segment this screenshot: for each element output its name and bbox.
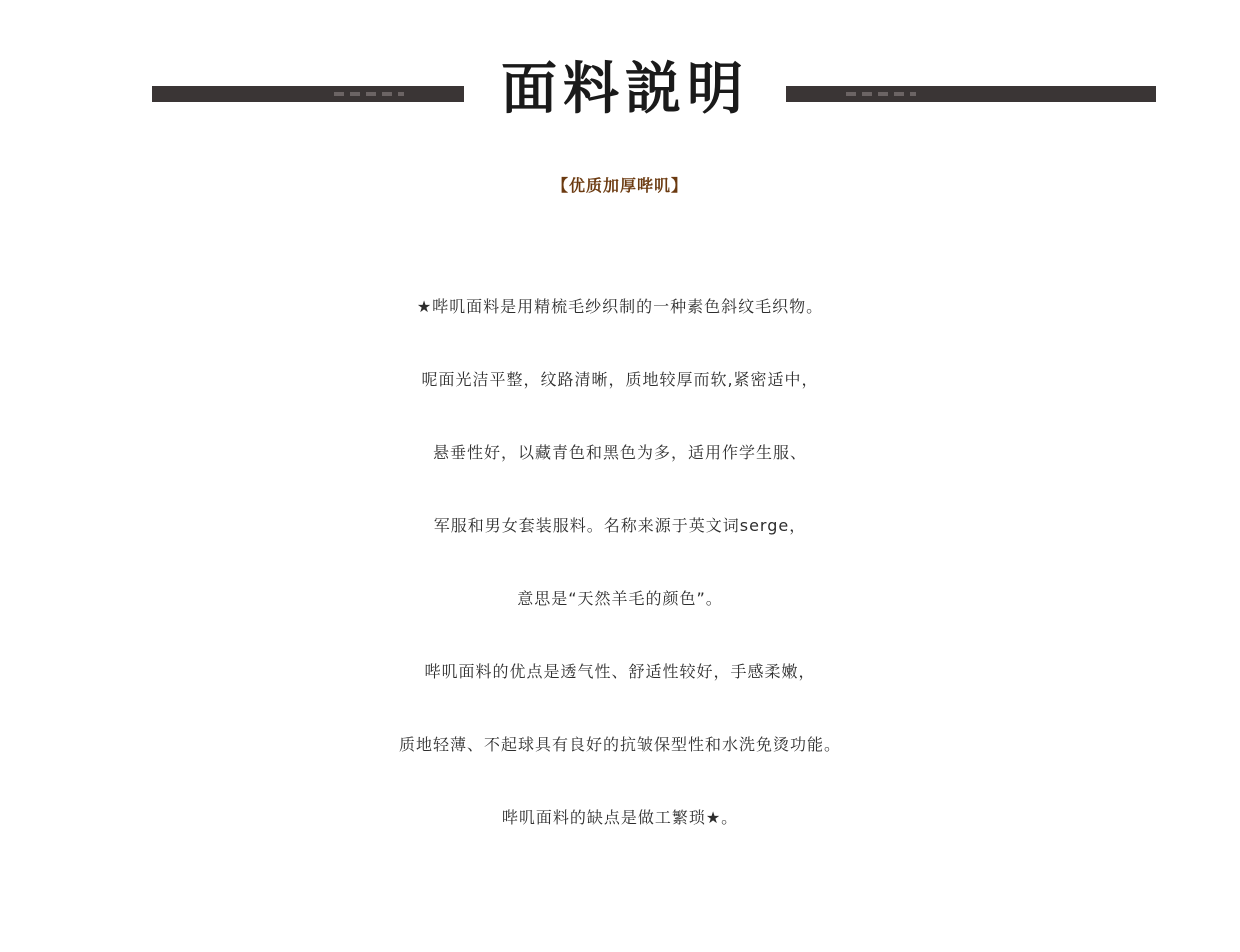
description-line-2: 呢面光洁平整，纹路清晰，质地较厚而软,紧密适中， (421, 370, 819, 389)
left-divider (152, 86, 464, 102)
description-block (0, 270, 1240, 854)
page-title: 面料説明 (501, 57, 749, 122)
section-header (0, 52, 1240, 132)
description-line-7: 质地轻薄、不起球具有良好的抗皱保型性和水洗免烫功能。 (398, 735, 841, 754)
page-subtitle: 【优质加厚哔叽】 (551, 176, 688, 195)
description-line-8: 哔叽面料的缺点是做工繁琐★。 (501, 808, 739, 827)
description-line-1: ★哔叽面料是用精梳毛纱织制的一种素色斜纹毛织物。 (416, 297, 824, 316)
description-line-6: 哔叽面料的优点是透气性、舒适性较好，手感柔嫩， (424, 662, 816, 681)
description-line-3: 悬垂性好，以藏青色和黑色为多，适用作学生服、 (432, 443, 807, 462)
description-line-4: 军服和男女套装服料。名称来源于英文词serge， (433, 516, 807, 535)
right-divider (786, 86, 1156, 102)
left-divider-dashes (334, 92, 404, 96)
description-line-5: 意思是“天然羊毛的颜色”。 (517, 589, 723, 608)
right-divider-dashes (846, 92, 916, 96)
